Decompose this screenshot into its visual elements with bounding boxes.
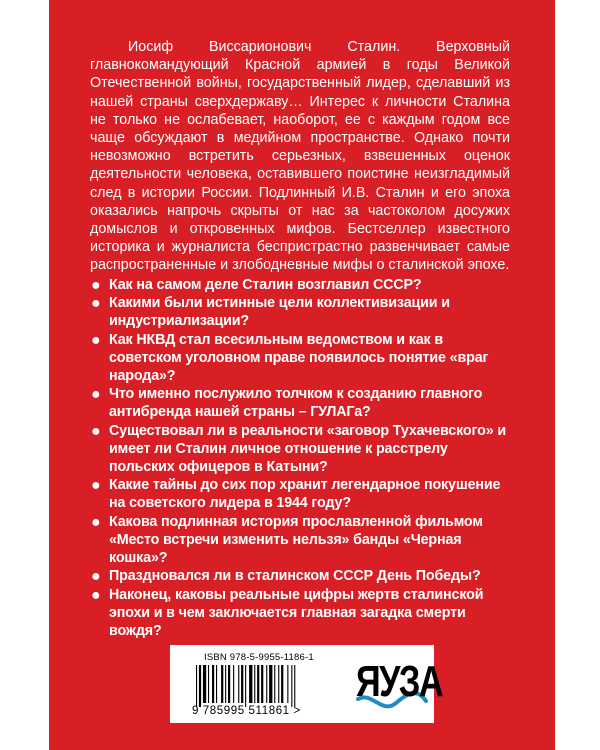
question-text: Какова подлинная история прославленной фильмом «Место встречи изменить нельзя» банды «Черная кошка»?	[109, 514, 483, 566]
bullet-icon: ●	[91, 276, 101, 294]
barcode-icon	[196, 665, 342, 707]
question-text: Наконец, каковы реальные цифры жертв сталинской эпохи и в чем заключается главная загадка смерти вождя?	[109, 587, 484, 639]
question-text: Что именно послужило толчком к созданию главного антибренда нашей страны – ГУЛАГа?	[109, 386, 483, 421]
question-item	[90, 587, 510, 640]
isbn-label: ISBN 978-5-9955-1186-1	[204, 652, 314, 663]
question-text: Какие тайны до сих пор хранит легендарное покушение на советского лидера в 1944 году?	[109, 477, 501, 512]
bullet-icon: ●	[91, 514, 101, 531]
question-item	[90, 423, 510, 476]
barcode-panel	[170, 645, 443, 723]
barcode-digits: 9 785995 511861 >	[192, 705, 301, 717]
question-text: Праздновался ли в сталинском СССР День Победы?	[109, 568, 481, 585]
question-text: Какими были истинные цели коллективизации и индустриализации?	[109, 295, 450, 330]
bullet-icon: ●	[91, 587, 101, 605]
bullet-icon: ●	[91, 477, 101, 495]
publisher-logo-text: ЯУЗА	[356, 657, 443, 706]
bullet-icon: ●	[91, 568, 101, 586]
question-item	[90, 295, 510, 331]
bullet-icon: ●	[91, 386, 101, 404]
questions-list	[90, 277, 510, 641]
question-text: Существовал ли в реальности «заговор Тухачевского» и имеет ли Сталин личное отношение к расстрелу польских офицеров в Катыни?	[109, 423, 506, 475]
question-item	[90, 477, 510, 513]
bullet-icon: ●	[91, 332, 101, 350]
annotation-text-block	[90, 38, 510, 641]
question-item	[90, 386, 510, 422]
question-item	[90, 332, 510, 385]
intro-paragraph: Иосиф Виссарионович Сталин. Верховный главнокомандующий Красной армией в годы Великой Отечественной войны, государственный лидер, сделавший из нашей страны сверхдержаву… Интерес к личности Сталина не только не ослабевает, наоборот, ее с каждым годом все чаще обсуждают в медийном пространстве. Однако почти невозможно встретить серьезных, взвешенных оценок деятельности человека, оставившего поистине неизгладимый след в истории России. Подлинный И.В. Сталин и его эпоха оказались напрочь скрыты от нас за частоколом досужих домыслов и откровенных мифов. Бестселлер известного историка и журналиста беспристрастно развенчивает самые распространенные и злободневные мифы о сталинской эпохе.	[90, 39, 510, 274]
book-back-cover	[49, 0, 555, 750]
question-item	[90, 568, 510, 586]
question-item	[90, 277, 510, 295]
question-item	[90, 514, 510, 567]
bullet-icon: ●	[91, 295, 101, 313]
bullet-icon: ●	[91, 423, 101, 441]
question-text: Как на самом деле Сталин возглавил СССР?	[109, 276, 422, 293]
question-text: Как НКВД стал всесильным ведомством и как в советском уголовном праве появилось понятие «враг народа»?	[109, 332, 489, 384]
